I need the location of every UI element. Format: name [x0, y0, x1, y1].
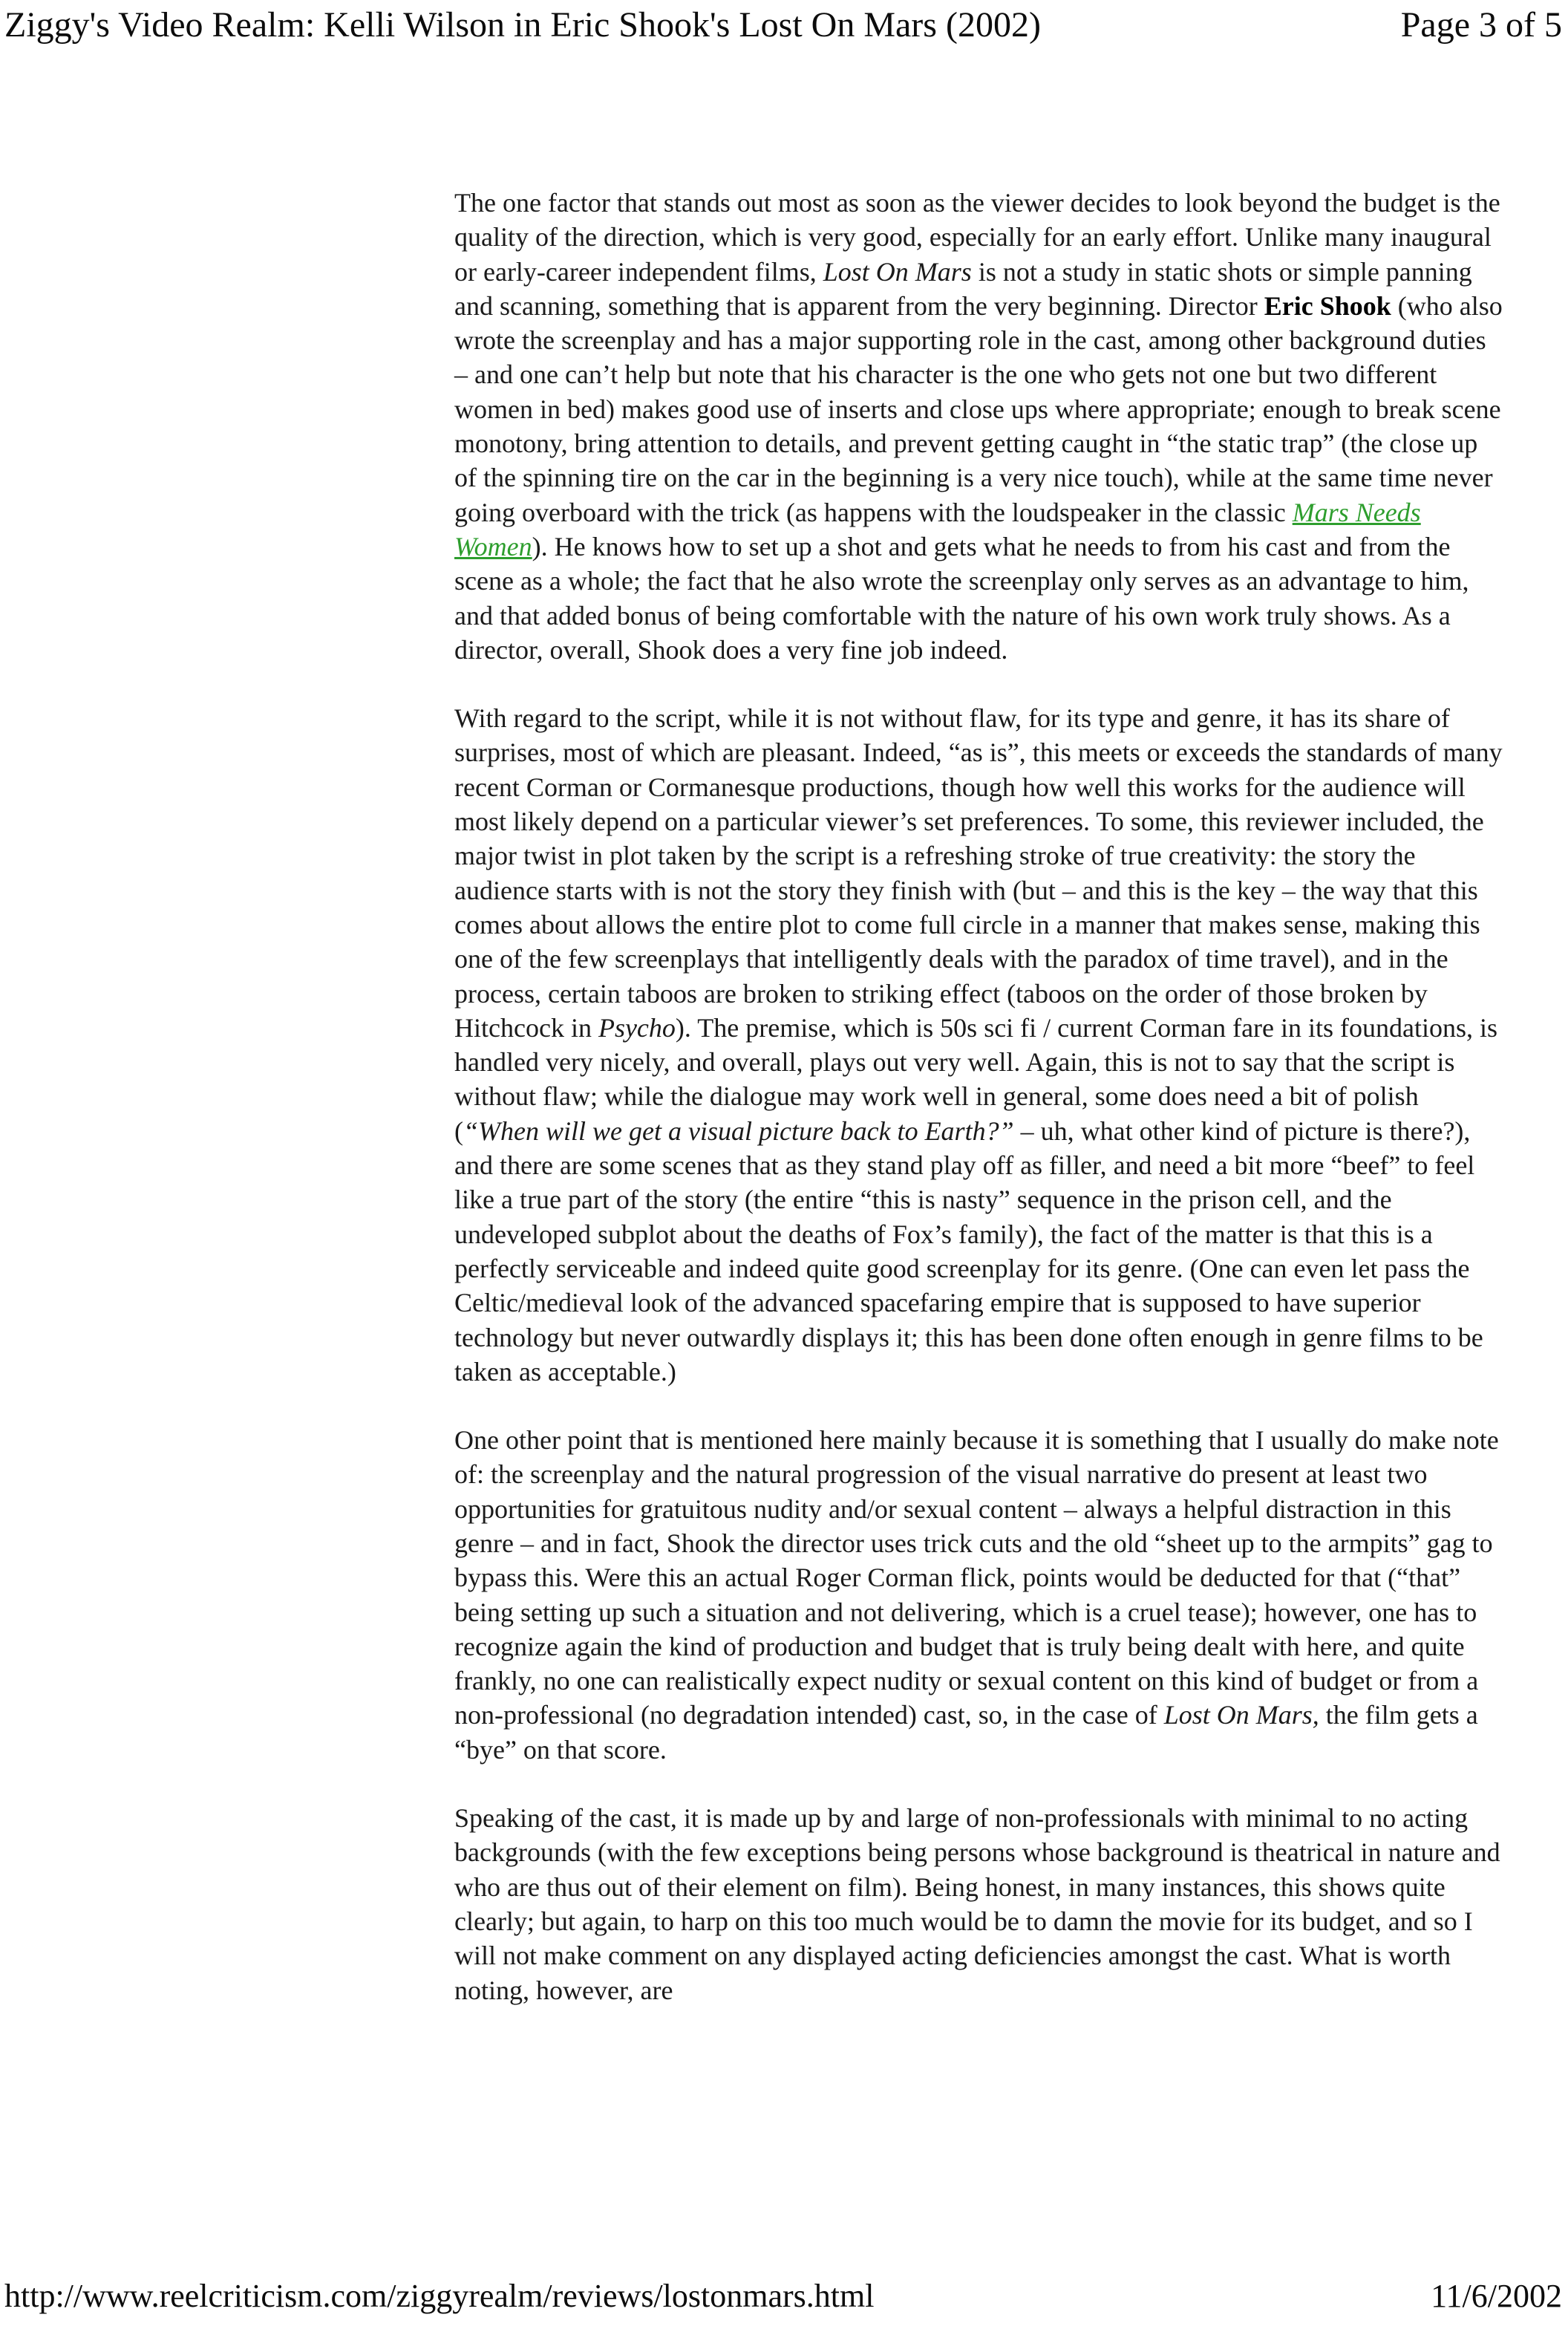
text-run: With regard to the script, while it is not without flaw, for its type and genre, it has its share of surprises, most of which are pleasant. Indeed, “as is”, this meets or exceeds the standards of many recent Corman or Cormanesque productions, though how well this works for the audience will most likely depend on a particular viewer’s set preferences. To some, this reviewer included, the major twist in plot taken by the script is a refreshing stroke of true creativity: the story the audience starts with is not the story they finish with (but – and this is the key – the way that this comes about allows the entire plot to come full circle in a manner that makes sense, making this one of the few screenplays that intelligently deals with the paradox of time travel), and in the process, certain taboos are broken to striking effect (taboos on the order of those broken by Hitchcock in — [454, 703, 1503, 1043]
text-run: Speaking of the cast, it is made up by and large of non-professionals with minimal to no acting backgrounds (with the few exceptions being persons whose background is theatrical in nature and who are thus out of their element on film). Being honest, in many instances, this shows quite clearly; but again, to harp on this too much would be to damn the movie for its budget, and so I will not make comment on any displayed acting deficiencies amongst the cast. What is worth noting, however, are — [454, 1803, 1500, 2005]
article-body — [454, 186, 1505, 2042]
bold-text: Eric Shook — [1264, 290, 1391, 321]
page-footer — [0, 2277, 1568, 2322]
italic-text: “When will we get a visual picture back to Earth?” — [463, 1115, 1014, 1146]
italic-text: Lost On Mars — [823, 256, 972, 287]
paragraph — [454, 186, 1505, 667]
page-title: Ziggy's Video Realm: Kelli Wilson in Eric Shook's Lost On Mars (2002) — [4, 5, 1041, 45]
text-run: is not a study in static shots or simple panning and scanning, something that is apparent from the very beginning. Director — [454, 256, 1472, 321]
text-run: – uh, what other kind of picture is there?), and there are some scenes that as they stand play off as filler, and need a bit more “beef” to feel like a true part of the story (the entire “this is nasty” sequence in the prison cell, and the undeveloped subplot about the deaths of Fox’s family), the fact of the matter is that this is a perfectly serviceable and indeed quite good screenplay for its genre. (One can even let pass the Celtic/medieval look of the advanced spacefaring empire that is supposed to have superior technology but never outwardly displays it; this has been done often enough in genre films to be taken as acceptable.) — [454, 1115, 1483, 1387]
paragraph — [454, 1423, 1505, 1767]
text-run: the film gets a “bye” on that score. — [454, 1700, 1478, 1765]
page-number: Page 3 of 5 — [1400, 5, 1562, 45]
print-date: 11/6/2002 — [1431, 2278, 1562, 2314]
source-url: http://www.reelcriticism.com/ziggyrealm/reviews/lostonmars.html — [4, 2278, 875, 2314]
text-run: (who also wrote the screenplay and has a major supporting role in the cast, among other background duties – and one can’t help but note that his character is the one who gets not one but two different women in bed) makes good use of inserts and close ups where appropriate; enough to break scene monotony, bring attention to details, and prevent getting caught in “the static trap” (the close up of the spinning tire on the car in the beginning is a very nice touch), while at the same time never going overboard with the trick (as happens with the loudspeaker in the classic — [454, 290, 1503, 527]
text-run: One other point that is mentioned here mainly because it is something that I usually do make note of: the screenplay and the natural progression of the visual narrative do present at least two opportunities for gratuitous nudity and/or sexual content – always a helpful distraction in this genre – and in fact, Shook the director uses trick cuts and the old “sheet up to the armpits” gag to bypass this. Were this an actual Roger Corman flick, points would be deducted for that (“that” being setting up such a situation and not delivering, which is a cruel tease); however, one has to recognize again the kind of production and budget that is truly being dealt with here, and quite frankly, no one can realistically expect nudity or sexual content on this kind of budget or from a non-professional (no degradation intended) cast, so, in the case of — [454, 1425, 1499, 1730]
italic-text: Lost On Mars, — [1163, 1700, 1319, 1730]
italic-text: Psycho — [598, 1012, 676, 1043]
film-link[interactable]: Mars Needs Women — [454, 497, 1421, 561]
page-header — [0, 0, 1568, 53]
paragraph — [454, 701, 1505, 1389]
paragraph — [454, 1801, 1505, 2007]
text-run: ). He knows how to set up a shot and gets what he needs to from his cast and from the scene as a whole; the fact that he also wrote the screenplay only serves as an advantage to him, and that added bonus of being comfortable with the nature of his own work truly shows. As a director, overall, Shook does a very fine job indeed. — [454, 531, 1469, 665]
text-run: ). The premise, which is 50s sci fi / current Corman fare in its foundations, is handled very nicely, and overall, plays out very well. Again, this is not to say that the script is without flaw; while the dialogue may work well in general, some does need a bit of polish ( — [454, 1012, 1498, 1146]
text-run: The one factor that stands out most as soon as the viewer decides to look beyond the budget is the quality of the direction, which is very good, especially for an early effort. Unlike many inaugural or early-career independent films, — [454, 188, 1500, 287]
